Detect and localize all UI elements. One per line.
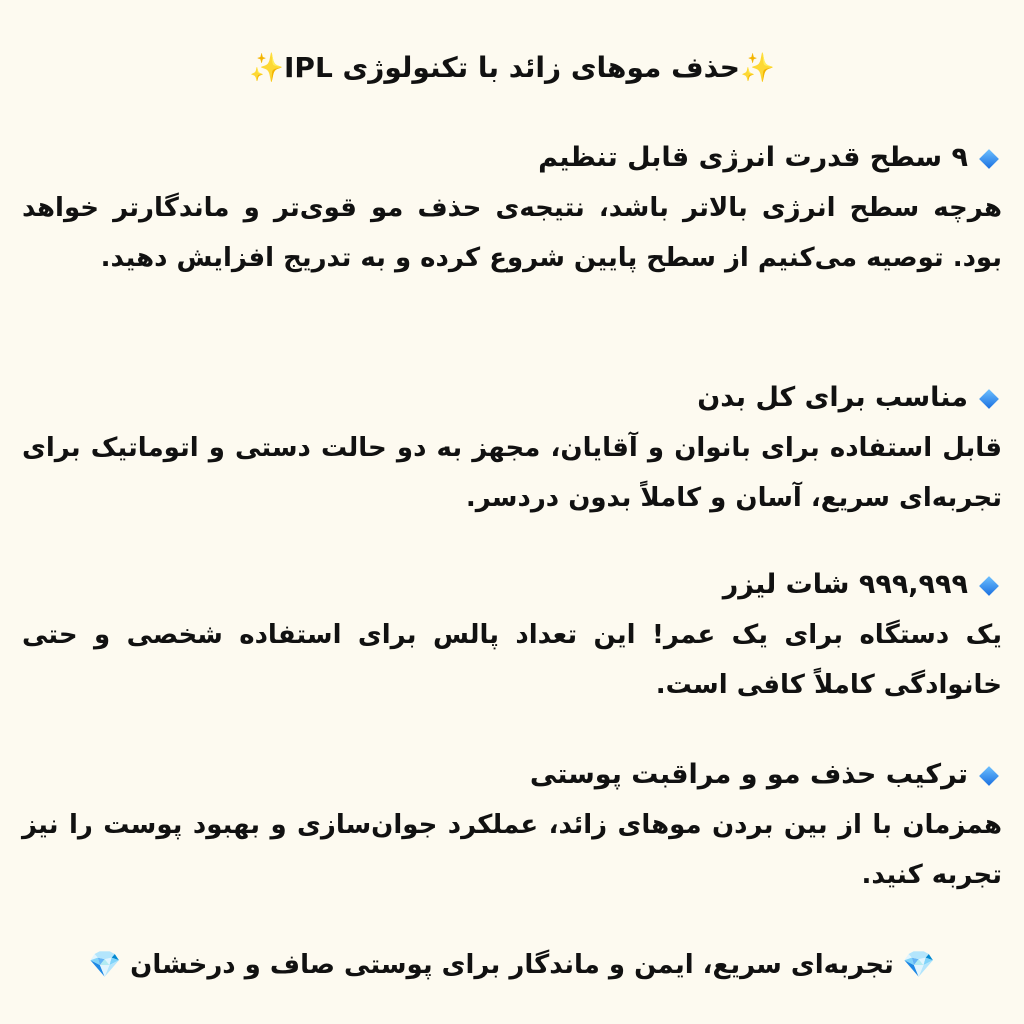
section-body: یک دستگاه برای یک عمر! این تعداد پالس برای استفاده شخصی و حتی خانوادگی کاملاً کافی است. — [22, 620, 1002, 700]
blue-diamond-icon — [979, 389, 999, 409]
heading-text: ۹ سطح قدرت انرژی قابل تنظیم — [538, 142, 968, 173]
section-body: هرچه سطح انرژی بالاتر باشد، نتیجه‌ی حذف مو قوی‌تر و ماندگارتر خواهد بود. توصیه می‌کنیم از سطح پایین شروع کرده و به تدریج افزایش دهید. — [22, 193, 1002, 273]
title-text: حذف موهای زائد با تکنولوژی IPL — [284, 51, 740, 84]
section-heading — [22, 560, 1002, 610]
footer-text: تجربه‌ای سریع، ایمن و ماندگار برای پوستی صاف و درخشان — [130, 950, 894, 980]
blue-diamond-icon — [979, 766, 999, 786]
gem-icon: 💎 — [902, 950, 936, 980]
section-heading — [22, 373, 1002, 423]
heading-text: ترکیب حذف مو و مراقبت پوستی — [529, 759, 968, 790]
section-heading — [22, 750, 1002, 800]
section-body: همزمان با از بین بردن موهای زائد، عملکرد جوان‌سازی و بهبود پوست را نیز تجربه کنید. — [22, 810, 1002, 890]
section-body: قابل استفاده برای بانوان و آقایان، مجهز به دو حالت دستی و اتوماتیک برای تجربه‌ای سریع، آسان و کاملاً بدون دردسر. — [22, 433, 1002, 513]
section-full-body — [22, 373, 1002, 523]
blue-diamond-icon — [979, 149, 999, 169]
footer-tagline — [0, 940, 1024, 990]
sparkles-icon: ✨ — [249, 51, 285, 84]
blue-diamond-icon — [979, 576, 999, 596]
section-energy-levels — [22, 133, 1002, 283]
sparkles-icon: ✨ — [739, 51, 775, 84]
heading-text: مناسب برای کل بدن — [697, 382, 968, 413]
heading-text: ۹۹۹,۹۹۹ شات لیزر — [722, 569, 968, 600]
page-title — [0, 44, 1024, 92]
gem-icon: 💎 — [88, 950, 122, 980]
section-heading — [22, 133, 1002, 183]
section-laser-shots — [22, 560, 1002, 710]
section-skin-care — [22, 750, 1002, 900]
